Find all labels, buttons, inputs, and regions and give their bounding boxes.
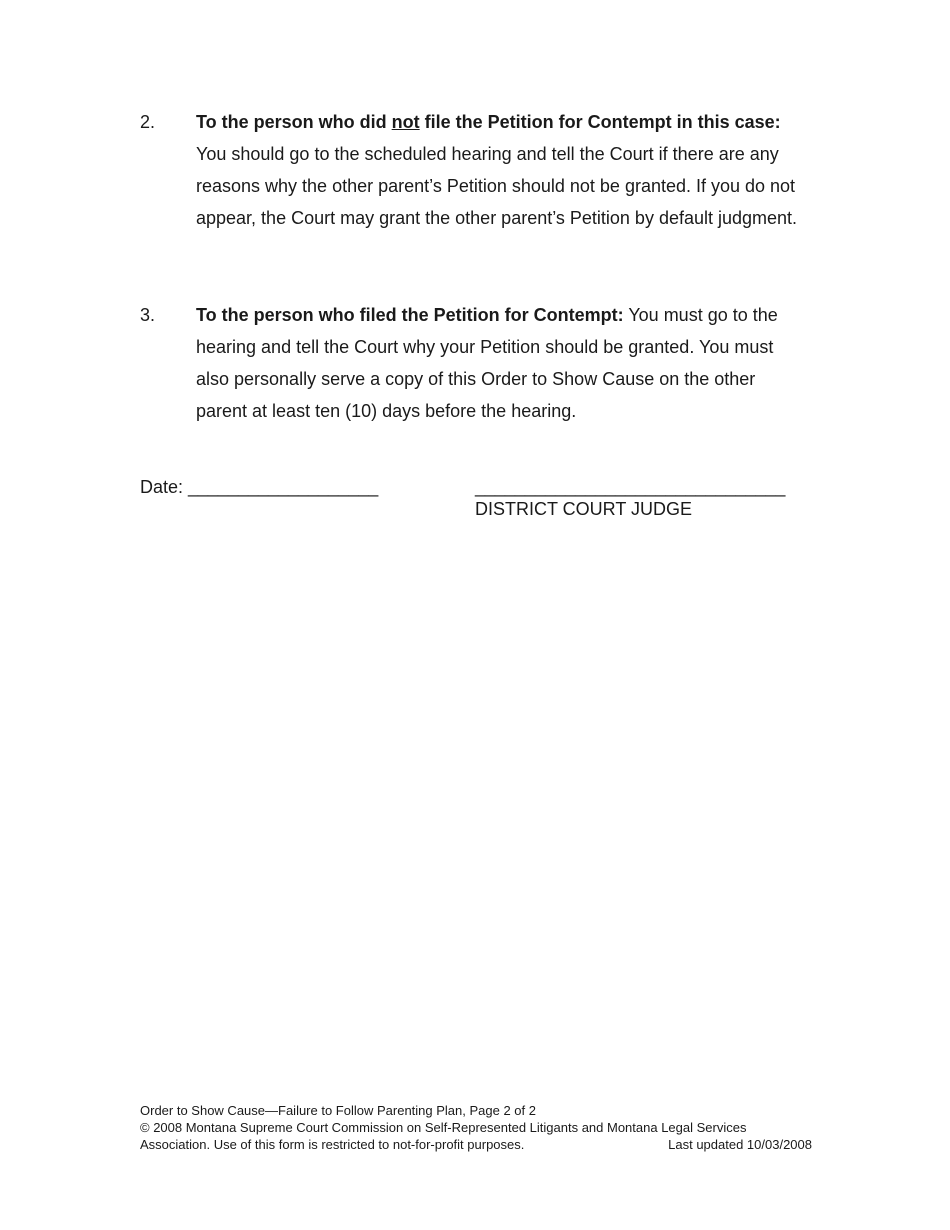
judge-title: DISTRICT COURT JUDGE [475,499,693,519]
date-label: Date: ___________________ [140,477,379,497]
numbered-item-3 [140,299,810,427]
item-number: 2. [140,112,156,132]
footer-usage-row [140,1136,812,1153]
date-field [140,474,378,500]
page-footer [140,1102,812,1153]
heading-post: file the Petition for Contempt in this case: [419,112,781,132]
heading-underlined-word: not [391,112,420,132]
item-body [196,106,810,234]
item-heading: To the person who filed the Petition for Contempt: [196,305,624,325]
item-heading [196,112,781,132]
heading-pre: To the person who did [196,112,392,132]
item-body [196,299,810,427]
signature-line: _______________________________ [475,477,786,497]
item-text: You should go to the scheduled hearing and tell the Court if there are any reasons why the other parent’s Petition should not be granted. If you do not appear, the Court may grant the other parent’s Petition by default judgment. [196,144,798,228]
footer-usage-note: Association. Use of this form is restricted to not-for-profit purposes. [140,1137,525,1152]
item-number: 3. [140,305,156,325]
item-text: You must go to the hearing and tell the Court why your Petition should be granted. You must also personally serve a copy of this Order to Show Cause on the other parent at least ten (10) days before the hearing. [196,305,778,421]
footer-copyright: © 2008 Montana Supreme Court Commission on Self-Represented Litigants and Montana Legal Services [140,1120,747,1135]
judge-signature-block [475,474,785,522]
footer-last-updated: Last updated 10/03/2008 [668,1137,812,1152]
numbered-item-2 [140,106,810,234]
footer-form-title: Order to Show Cause—Failure to Follow Parenting Plan, Page 2 of 2 [140,1103,536,1118]
